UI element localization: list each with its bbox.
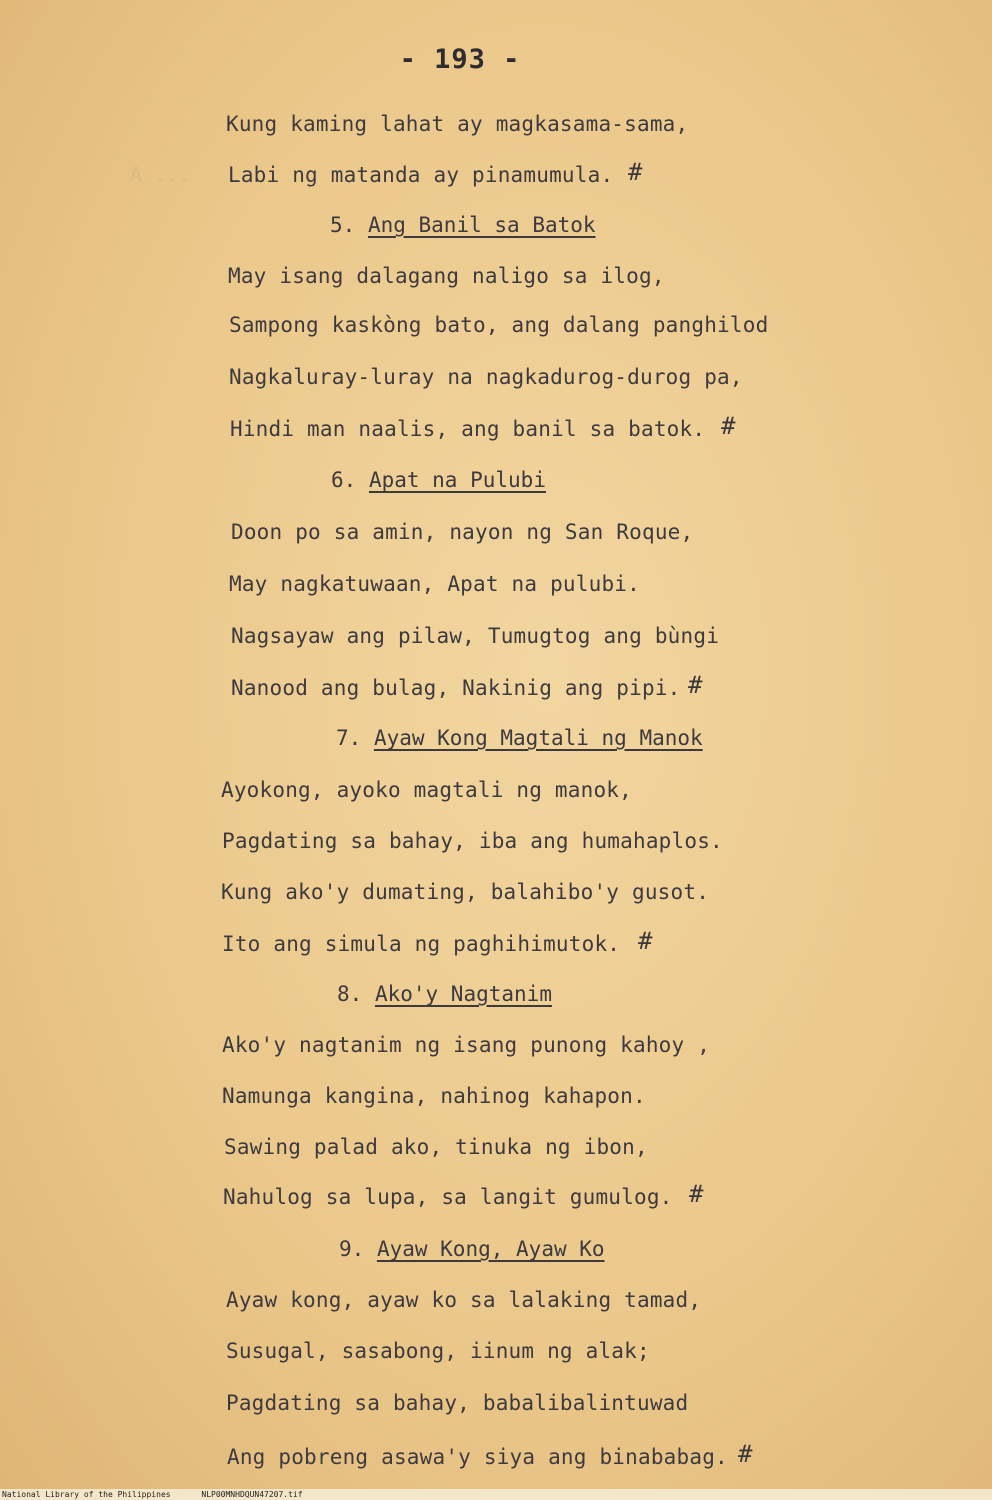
- poem9-end-mark: #: [738, 1440, 753, 1468]
- poem7-end-mark: #: [638, 927, 653, 955]
- poem5-line-3: Nagkaluray-luray na nagkadurog-durog pa,: [229, 365, 743, 389]
- footer-source: National Library of the Philippines: [2, 1490, 171, 1499]
- poem9-number: 9.: [339, 1237, 365, 1261]
- poem8-line-2: Namunga kangina, nahinog kahapon.: [222, 1084, 646, 1108]
- poem8-end-mark: #: [689, 1180, 704, 1208]
- poem5-line-1: May isang dalagang naligo sa ilog,: [228, 264, 665, 288]
- poem8-number: 8.: [337, 982, 363, 1006]
- poem9-line-3: Pagdating sa bahay, babalibalintuwad: [226, 1391, 689, 1415]
- poem6-title: [331, 468, 546, 492]
- poem8-line-3: Sawing palad ako, tinuka ng ibon,: [224, 1135, 648, 1159]
- poem8-title: [337, 982, 552, 1006]
- poem6-title-text: Apat na Pulubi: [368, 468, 546, 492]
- poem9-line-1: Ayaw kong, ayaw ko sa lalaking tamad,: [226, 1288, 702, 1312]
- poem9-title: [339, 1237, 605, 1261]
- poem6-end-mark: #: [688, 671, 703, 699]
- poem7-title-text: Ayaw Kong Magtali ng Manok: [373, 726, 703, 750]
- poem6-number: 6.: [331, 468, 357, 492]
- poem5-line-4: Hindi man naalis, ang banil sa batok.: [230, 417, 706, 441]
- poem5-title-text: Ang Banil sa Batok: [367, 213, 596, 237]
- poem8-line-1: Ako'y nagtanim ng isang punong kahoy ,: [222, 1033, 711, 1057]
- poem6-line-4: Nanood ang bulag, Nakinig ang pipi.: [231, 676, 681, 700]
- poem4-line-1: Kung kaming lahat ay magkasama-sama,: [226, 112, 689, 136]
- poem5-number: 5.: [330, 213, 356, 237]
- poem9-line-4: Ang pobreng asawa'y siya ang binababag.: [227, 1445, 728, 1469]
- poem8-line-4: Nahulog sa lupa, sa langit gumulog.: [223, 1185, 673, 1209]
- poem9-title-text: Ayaw Kong, Ayaw Ko: [376, 1237, 605, 1261]
- page-number: - 193 -: [399, 44, 521, 75]
- poem5-end-mark: #: [721, 412, 736, 440]
- poem7-number: 7.: [336, 726, 362, 750]
- poem8-title-text: Ako'y Nagtanim: [374, 982, 552, 1006]
- poem6-line-2: May nagkatuwaan, Apat na pulubi.: [229, 572, 640, 596]
- poem5-title: [330, 213, 596, 237]
- poem9-line-2: Susugal, sasabong, iinum ng alak;: [226, 1339, 650, 1363]
- poem7-line-1: Ayokong, ayoko magtali ng manok,: [221, 778, 632, 802]
- scan-footer: [0, 1489, 992, 1500]
- footer-file: NLP00MNHDQUN47207.tif: [201, 1490, 303, 1499]
- poem7-line-2: Pagdating sa bahay, iba ang humahaplos.: [222, 829, 723, 853]
- poem4-end-mark: #: [628, 158, 643, 186]
- poem7-title: [336, 726, 703, 750]
- bleed-through-text: A ...: [130, 162, 191, 186]
- poem7-line-4: Ito ang simula ng paghihimutok.: [222, 932, 621, 956]
- poem6-line-3: Nagsayaw ang pilaw, Tumugtog ang bùngi: [231, 624, 720, 648]
- poem7-line-3: Kung ako'y dumating, balahibo'y gusot.: [221, 880, 710, 904]
- poem6-line-1: Doon po sa amin, nayon ng San Roque,: [231, 520, 694, 544]
- poem5-line-2: Sampong kaskòng bato, ang dalang panghilod: [229, 313, 769, 337]
- poem4-line-2: Labi ng matanda ay pinamumula.: [228, 163, 614, 187]
